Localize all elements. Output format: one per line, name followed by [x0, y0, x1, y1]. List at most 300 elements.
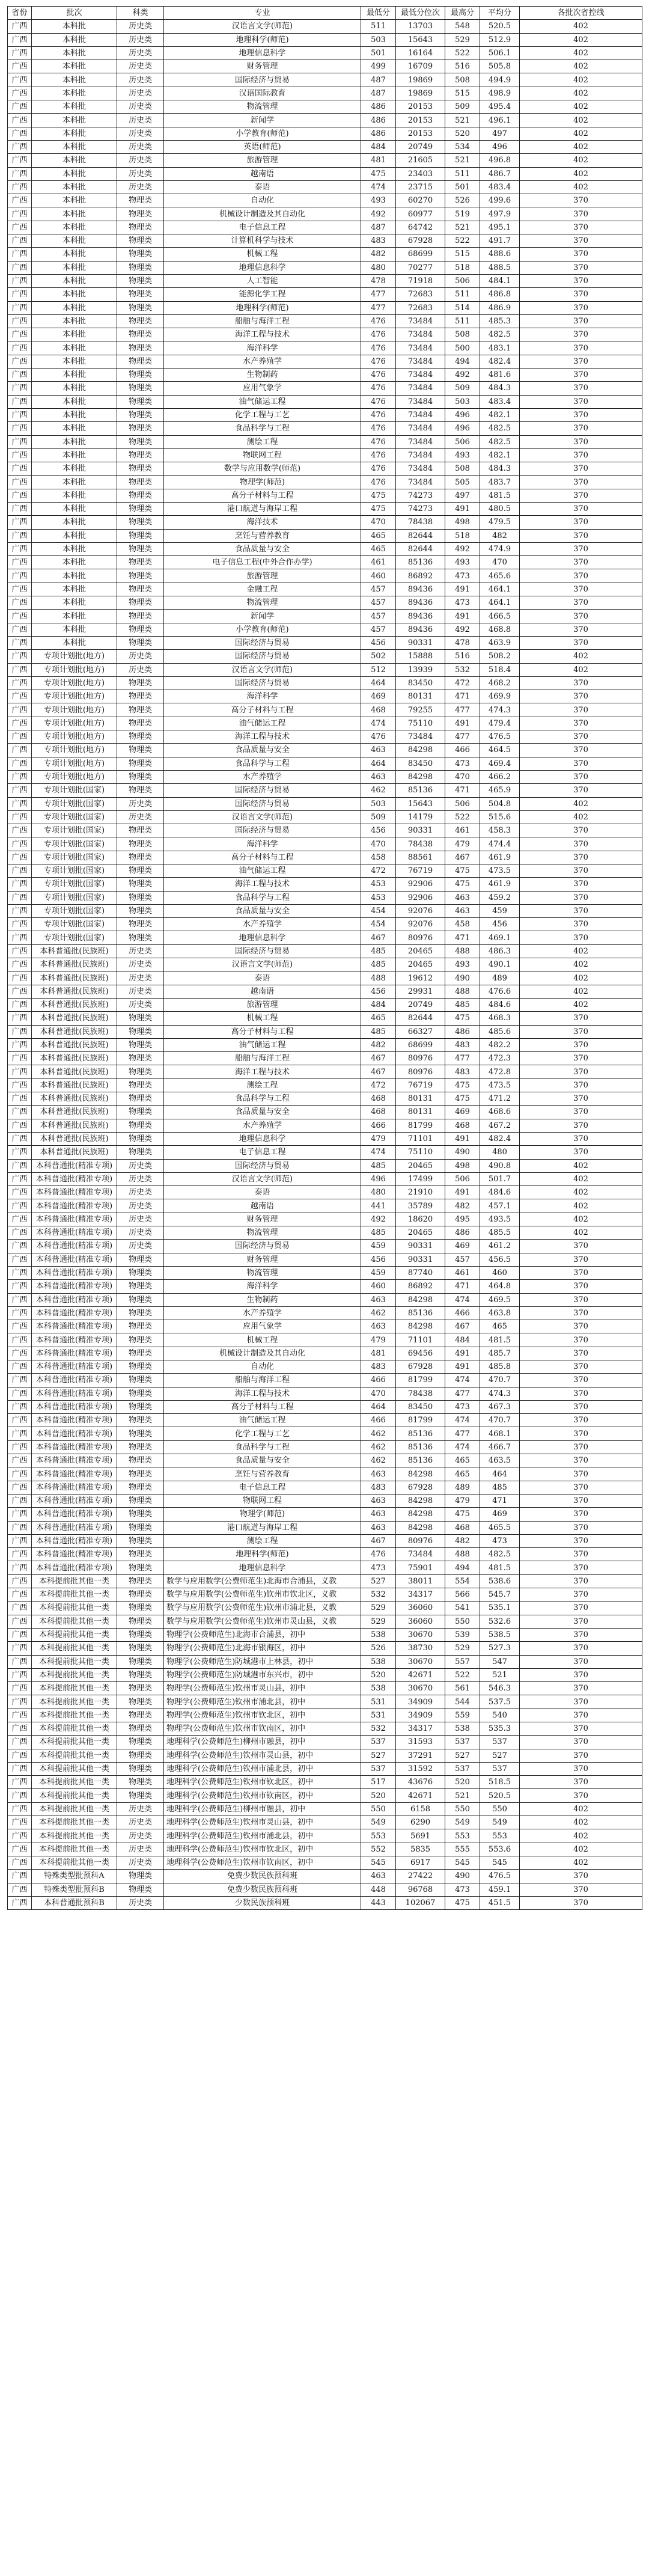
cell-avg-score: 469.9 — [480, 690, 520, 703]
cell-province: 广西 — [8, 355, 32, 368]
cell-min-rank: 84298 — [396, 770, 445, 783]
cell-control-line: 402 — [520, 167, 642, 180]
table-row — [8, 1762, 642, 1775]
cell-province: 广西 — [8, 824, 32, 837]
cell-subject-type: 物理类 — [117, 1333, 164, 1347]
cell-max-score: 529 — [445, 1642, 480, 1655]
cell-major: 泰语 — [164, 1186, 361, 1199]
cell-subject-type: 物理类 — [117, 1588, 164, 1602]
cell-major: 地理科学(公费师范生)钦州市钦北区，初中 — [164, 1843, 361, 1856]
cell-major: 测绘工程 — [164, 1534, 361, 1547]
table-row — [8, 636, 642, 649]
cell-max-score: 475 — [445, 1012, 480, 1025]
cell-min-rank: 92906 — [396, 878, 445, 891]
cell-min-score: 467 — [361, 1534, 396, 1547]
cell-batch: 本科普通批(精准专项) — [32, 1186, 117, 1199]
cell-batch: 本科提前批其他一类 — [32, 1856, 117, 1869]
cell-control-line: 402 — [520, 140, 642, 153]
cell-control-line: 402 — [520, 1213, 642, 1226]
cell-province: 广西 — [8, 650, 32, 663]
cell-province: 广西 — [8, 274, 32, 287]
table-row — [8, 1856, 642, 1869]
cell-min-score: 473 — [361, 1561, 396, 1574]
cell-min-score: 479 — [361, 1333, 396, 1347]
cell-batch: 专项计划批(地方) — [32, 744, 117, 757]
cell-max-score: 521 — [445, 114, 480, 127]
cell-province: 广西 — [8, 314, 32, 328]
cell-min-rank: 83450 — [396, 757, 445, 770]
cell-max-score: 550 — [445, 1802, 480, 1816]
table-row — [8, 1306, 642, 1320]
cell-control-line: 370 — [520, 1628, 642, 1641]
cell-min-score: 503 — [361, 33, 396, 46]
cell-avg-score: 465 — [480, 1320, 520, 1333]
cell-control-line: 402 — [520, 650, 642, 663]
cell-major: 免费少数民族预科班 — [164, 1883, 361, 1896]
cell-subject-type: 物理类 — [117, 207, 164, 221]
cell-subject-type: 物理类 — [117, 234, 164, 248]
cell-max-score: 471 — [445, 1280, 480, 1293]
cell-avg-score: 480 — [480, 1146, 520, 1159]
cell-subject-type: 物理类 — [117, 636, 164, 649]
cell-min-rank: 84298 — [396, 1293, 445, 1306]
cell-province: 广西 — [8, 1776, 32, 1789]
cell-major: 数学与应用数学(公费师范生)钦州市钦北区，义教 — [164, 1588, 361, 1602]
cell-major: 地理信息科学 — [164, 1132, 361, 1145]
cell-avg-score: 470.7 — [480, 1374, 520, 1387]
cell-province: 广西 — [8, 1655, 32, 1668]
cell-min-score: 549 — [361, 1816, 396, 1829]
cell-major: 物理学(公费师范生)北海市银海区，初中 — [164, 1642, 361, 1655]
cell-subject-type: 历史类 — [117, 797, 164, 810]
cell-min-score: 486 — [361, 100, 396, 114]
cell-province: 广西 — [8, 114, 32, 127]
cell-batch: 本科提前批其他一类 — [32, 1615, 117, 1628]
cell-min-score: 463 — [361, 1870, 396, 1883]
cell-control-line: 402 — [520, 1843, 642, 1856]
cell-major: 物理学(公费师范生)钦州市灵山县，初中 — [164, 1682, 361, 1695]
cell-control-line: 370 — [520, 1092, 642, 1106]
cell-max-score: 538 — [445, 1722, 480, 1736]
cell-batch: 本科批 — [32, 636, 117, 649]
cell-min-rank: 85136 — [396, 784, 445, 797]
cell-control-line: 402 — [520, 1829, 642, 1843]
cell-major: 旅游管理 — [164, 998, 361, 1011]
cell-min-rank: 60270 — [396, 194, 445, 207]
cell-control-line: 370 — [520, 341, 642, 355]
cell-min-rank: 19612 — [396, 971, 445, 985]
cell-major: 物理学(师范) — [164, 1508, 361, 1521]
cell-avg-score: 464.1 — [480, 596, 520, 610]
table-row — [8, 1146, 642, 1159]
table-row — [8, 1159, 642, 1172]
cell-batch: 本科批 — [32, 261, 117, 274]
cell-batch: 本科普通批(精准专项) — [32, 1320, 117, 1333]
cell-avg-score: 482.5 — [480, 328, 520, 341]
cell-province: 广西 — [8, 301, 32, 314]
cell-subject-type: 历史类 — [117, 1816, 164, 1829]
cell-province: 广西 — [8, 1038, 32, 1051]
cell-batch: 特殊类型批预科B — [32, 1883, 117, 1896]
cell-avg-score: 495.4 — [480, 100, 520, 114]
cell-min-rank: 89436 — [396, 610, 445, 623]
cell-major: 英语(师范) — [164, 140, 361, 153]
table-row — [8, 1360, 642, 1373]
cell-subject-type: 物理类 — [117, 502, 164, 515]
table-row — [8, 744, 642, 757]
cell-min-score: 474 — [361, 1146, 396, 1159]
cell-province: 广西 — [8, 154, 32, 167]
cell-major: 汉语言文学(师范) — [164, 20, 361, 33]
cell-max-score: 482 — [445, 1199, 480, 1213]
table-row — [8, 516, 642, 529]
cell-min-rank: 35789 — [396, 1199, 445, 1213]
cell-min-score: 531 — [361, 1695, 396, 1709]
cell-control-line: 370 — [520, 1642, 642, 1655]
cell-subject-type: 物理类 — [117, 878, 164, 891]
cell-min-score: 488 — [361, 971, 396, 985]
cell-batch: 本科普通批(精准专项) — [32, 1240, 117, 1253]
cell-min-score: 512 — [361, 663, 396, 676]
cell-max-score: 474 — [445, 1414, 480, 1427]
cell-max-score: 475 — [445, 864, 480, 878]
cell-control-line: 370 — [520, 435, 642, 448]
cell-province: 广西 — [8, 1414, 32, 1427]
cell-min-score: 476 — [361, 382, 396, 395]
cell-min-rank: 30670 — [396, 1628, 445, 1641]
cell-subject-type: 物理类 — [117, 717, 164, 730]
cell-max-score: 515 — [445, 87, 480, 100]
cell-province: 广西 — [8, 636, 32, 649]
cell-min-rank: 15888 — [396, 650, 445, 663]
cell-batch: 本科提前批其他一类 — [32, 1682, 117, 1695]
cell-major: 海洋科学 — [164, 837, 361, 851]
cell-province: 广西 — [8, 864, 32, 878]
cell-subject-type: 物理类 — [117, 1293, 164, 1306]
cell-major: 物流管理 — [164, 1266, 361, 1279]
table-row — [8, 1240, 642, 1253]
cell-min-score: 457 — [361, 583, 396, 596]
cell-province: 广西 — [8, 1159, 32, 1172]
cell-min-rank: 14179 — [396, 810, 445, 824]
cell-min-rank: 90331 — [396, 636, 445, 649]
cell-max-score: 506 — [445, 274, 480, 287]
cell-subject-type: 物理类 — [117, 1789, 164, 1802]
cell-min-rank: 85136 — [396, 1427, 445, 1440]
cell-subject-type: 物理类 — [117, 1078, 164, 1092]
cell-batch: 本科普通批(民族班) — [32, 944, 117, 958]
table-row — [8, 301, 642, 314]
cell-min-score: 492 — [361, 207, 396, 221]
cell-min-rank: 42671 — [396, 1789, 445, 1802]
cell-subject-type: 历史类 — [117, 1240, 164, 1253]
cell-min-score: 448 — [361, 1883, 396, 1896]
cell-min-score: 458 — [361, 851, 396, 864]
cell-min-rank: 72683 — [396, 301, 445, 314]
cell-batch: 本科普通批(民族班) — [32, 998, 117, 1011]
cell-subject-type: 历史类 — [117, 167, 164, 180]
cell-max-score: 473 — [445, 596, 480, 610]
cell-min-rank: 83450 — [396, 676, 445, 690]
cell-subject-type: 物理类 — [117, 301, 164, 314]
cell-control-line: 370 — [520, 851, 642, 864]
cell-min-rank: 76719 — [396, 1078, 445, 1092]
cell-avg-score: 473.5 — [480, 1078, 520, 1092]
cell-min-score: 467 — [361, 1065, 396, 1078]
cell-avg-score: 497.9 — [480, 207, 520, 221]
table-row — [8, 1065, 642, 1078]
cell-min-rank: 17499 — [396, 1172, 445, 1186]
cell-min-rank: 6158 — [396, 1802, 445, 1816]
table-row — [8, 1172, 642, 1186]
cell-major: 金融工程 — [164, 583, 361, 596]
cell-batch: 专项计划批(地方) — [32, 770, 117, 783]
cell-province: 广西 — [8, 1642, 32, 1655]
cell-batch: 本科普通批(精准专项) — [32, 1253, 117, 1266]
cell-control-line: 402 — [520, 20, 642, 33]
cell-major: 国际经济与贸易 — [164, 784, 361, 797]
cell-min-rank: 73484 — [396, 422, 445, 435]
cell-control-line: 370 — [520, 1521, 642, 1534]
cell-avg-score: 459.1 — [480, 1883, 520, 1896]
cell-control-line: 402 — [520, 33, 642, 46]
cell-subject-type: 历史类 — [117, 180, 164, 194]
cell-min-score: 481 — [361, 1347, 396, 1360]
cell-major: 油气储运工程 — [164, 1038, 361, 1051]
cell-min-rank: 81799 — [396, 1374, 445, 1387]
cell-batch: 本科提前批其他一类 — [32, 1709, 117, 1722]
cell-min-rank: 73484 — [396, 1548, 445, 1561]
cell-province: 广西 — [8, 234, 32, 248]
cell-control-line: 370 — [520, 757, 642, 770]
cell-batch: 本科批 — [32, 328, 117, 341]
cell-avg-score: 490.1 — [480, 958, 520, 971]
table-row — [8, 1454, 642, 1467]
table-row — [8, 596, 642, 610]
cell-min-score: 529 — [361, 1615, 396, 1628]
cell-min-score: 511 — [361, 20, 396, 33]
cell-subject-type: 物理类 — [117, 1146, 164, 1159]
cell-major: 少数民族预科班 — [164, 1896, 361, 1909]
cell-province: 广西 — [8, 60, 32, 73]
cell-max-score: 482 — [445, 1534, 480, 1547]
cell-batch: 本科批 — [32, 167, 117, 180]
cell-avg-score: 470 — [480, 556, 520, 569]
cell-min-rank: 84298 — [396, 1521, 445, 1534]
cell-control-line: 370 — [520, 596, 642, 610]
cell-min-rank: 13939 — [396, 663, 445, 676]
cell-min-score: 477 — [361, 301, 396, 314]
cell-min-score: 463 — [361, 1521, 396, 1534]
cell-batch: 本科提前批其他一类 — [32, 1789, 117, 1802]
cell-province: 广西 — [8, 837, 32, 851]
cell-control-line: 402 — [520, 810, 642, 824]
cell-subject-type: 历史类 — [117, 650, 164, 663]
cell-subject-type: 物理类 — [117, 328, 164, 341]
cell-province: 广西 — [8, 1574, 32, 1588]
cell-control-line: 402 — [520, 1172, 642, 1186]
cell-batch: 本科普通批预科B — [32, 1896, 117, 1909]
cell-max-score: 472 — [445, 676, 480, 690]
table-row — [8, 1602, 642, 1615]
cell-subject-type: 物理类 — [117, 1280, 164, 1293]
cell-province: 广西 — [8, 1374, 32, 1387]
cell-major: 应用气象学 — [164, 382, 361, 395]
cell-min-rank: 34317 — [396, 1722, 445, 1736]
cell-province: 广西 — [8, 1132, 32, 1145]
cell-province: 广西 — [8, 931, 32, 944]
table-row — [8, 944, 642, 958]
cell-batch: 本科批 — [32, 476, 117, 489]
cell-max-score: 522 — [445, 46, 480, 60]
cell-batch: 本科普通批(精准专项) — [32, 1374, 117, 1387]
cell-max-score: 559 — [445, 1709, 480, 1722]
cell-control-line: 370 — [520, 1534, 642, 1547]
cell-major: 食品质量与安全 — [164, 744, 361, 757]
cell-control-line: 370 — [520, 207, 642, 221]
table-row — [8, 904, 642, 917]
cell-min-score: 503 — [361, 797, 396, 810]
cell-major: 高分子材料与工程 — [164, 1025, 361, 1038]
cell-min-rank: 84298 — [396, 1467, 445, 1481]
cell-min-rank: 71918 — [396, 274, 445, 287]
cell-province: 广西 — [8, 1749, 32, 1762]
cell-province: 广西 — [8, 1709, 32, 1722]
cell-province: 广西 — [8, 1440, 32, 1454]
cell-province: 广西 — [8, 1695, 32, 1709]
cell-major: 旅游管理 — [164, 154, 361, 167]
cell-major: 港口航道与海岸工程 — [164, 1521, 361, 1534]
cell-province: 广西 — [8, 207, 32, 221]
cell-avg-score: 481.5 — [480, 1333, 520, 1347]
cell-province: 广西 — [8, 382, 32, 395]
cell-major: 物理学(师范) — [164, 476, 361, 489]
cell-min-score: 485 — [361, 1159, 396, 1172]
cell-min-rank: 20465 — [396, 944, 445, 958]
cell-batch: 本科批 — [32, 114, 117, 127]
cell-subject-type: 物理类 — [117, 703, 164, 717]
cell-subject-type: 物理类 — [117, 1052, 164, 1065]
cell-major: 海洋科学 — [164, 1280, 361, 1293]
cell-province: 广西 — [8, 1347, 32, 1360]
cell-major: 电子信息工程 — [164, 1481, 361, 1494]
cell-max-score: 475 — [445, 1078, 480, 1092]
cell-subject-type: 物理类 — [117, 529, 164, 542]
cell-control-line: 402 — [520, 1226, 642, 1240]
cell-province: 广西 — [8, 717, 32, 730]
cell-min-rank: 80976 — [396, 1052, 445, 1065]
cell-avg-score: 540 — [480, 1709, 520, 1722]
table-row — [8, 717, 642, 730]
cell-major: 物理学(公费师范生)钦州市钦南区，初中 — [164, 1722, 361, 1736]
cell-major: 地理科学(公费师范生)钦州市灵山县，初中 — [164, 1816, 361, 1829]
cell-batch: 本科普通批(民族班) — [32, 1132, 117, 1145]
cell-batch: 专项计划批(地方) — [32, 757, 117, 770]
cell-major: 高分子材料与工程 — [164, 1400, 361, 1413]
cell-avg-score: 537 — [480, 1762, 520, 1775]
table-row — [8, 20, 642, 33]
cell-major: 地理科学(公费师范生)钦州市钦南区，初中 — [164, 1789, 361, 1802]
cell-max-score: 475 — [445, 1896, 480, 1909]
table-row — [8, 1092, 642, 1106]
cell-min-rank: 71101 — [396, 1132, 445, 1145]
table-row — [8, 489, 642, 502]
cell-min-rank: 82644 — [396, 542, 445, 555]
cell-min-score: 456 — [361, 1253, 396, 1266]
cell-max-score: 477 — [445, 1387, 480, 1400]
cell-max-score: 506 — [445, 1172, 480, 1186]
cell-avg-score: 476.5 — [480, 730, 520, 744]
cell-max-score: 544 — [445, 1695, 480, 1709]
cell-min-rank: 64742 — [396, 221, 445, 234]
cell-major: 新闻学 — [164, 610, 361, 623]
cell-max-score: 548 — [445, 20, 480, 33]
cell-province: 广西 — [8, 1253, 32, 1266]
cell-province: 广西 — [8, 998, 32, 1011]
cell-avg-score: 518.4 — [480, 663, 520, 676]
cell-province: 广西 — [8, 221, 32, 234]
cell-min-rank: 21910 — [396, 1186, 445, 1199]
cell-min-rank: 20465 — [396, 1159, 445, 1172]
cell-min-score: 476 — [361, 435, 396, 448]
table-row — [8, 1816, 642, 1829]
cell-avg-score: 456 — [480, 918, 520, 931]
cell-min-rank: 31592 — [396, 1762, 445, 1775]
cell-province: 广西 — [8, 784, 32, 797]
cell-avg-score: 494.9 — [480, 73, 520, 87]
table-row — [8, 663, 642, 676]
cell-avg-score: 515.6 — [480, 810, 520, 824]
cell-min-rank: 18620 — [396, 1213, 445, 1226]
header-min-rank: 最低分位次 — [396, 7, 445, 20]
cell-min-score: 457 — [361, 623, 396, 636]
cell-min-score: 476 — [361, 355, 396, 368]
cell-province: 广西 — [8, 1628, 32, 1641]
cell-avg-score: 553.6 — [480, 1843, 520, 1856]
cell-major: 国际经济与贸易 — [164, 676, 361, 690]
cell-subject-type: 物理类 — [117, 610, 164, 623]
cell-subject-type: 物理类 — [117, 1709, 164, 1722]
cell-province: 广西 — [8, 462, 32, 476]
cell-batch: 本科普通批(精准专项) — [32, 1347, 117, 1360]
table-row — [8, 1709, 642, 1722]
cell-batch: 本科提前批其他一类 — [32, 1602, 117, 1615]
cell-min-score: 480 — [361, 1186, 396, 1199]
cell-batch: 本科提前批其他一类 — [32, 1722, 117, 1736]
cell-major: 物理学(公费师范生)北海市合浦县，初中 — [164, 1628, 361, 1641]
cell-min-score: 483 — [361, 1360, 396, 1373]
cell-major: 地理科学(师范) — [164, 33, 361, 46]
cell-min-rank: 84298 — [396, 1508, 445, 1521]
cell-avg-score: 485 — [480, 1481, 520, 1494]
cell-min-rank: 78438 — [396, 837, 445, 851]
table-row — [8, 1467, 642, 1481]
cell-province: 广西 — [8, 1561, 32, 1574]
cell-control-line: 370 — [520, 1615, 642, 1628]
cell-min-rank: 85136 — [396, 1454, 445, 1467]
cell-batch: 本科提前批其他一类 — [32, 1816, 117, 1829]
cell-control-line: 402 — [520, 154, 642, 167]
cell-min-rank: 34317 — [396, 1588, 445, 1602]
cell-subject-type: 物理类 — [117, 1400, 164, 1413]
cell-max-score: 468 — [445, 1119, 480, 1132]
cell-avg-score: 485.5 — [480, 1226, 520, 1240]
table-row — [8, 1414, 642, 1427]
cell-major: 化学工程与工艺 — [164, 408, 361, 421]
cell-min-score: 545 — [361, 1856, 396, 1869]
cell-avg-score: 468.2 — [480, 676, 520, 690]
table-row — [8, 650, 642, 663]
